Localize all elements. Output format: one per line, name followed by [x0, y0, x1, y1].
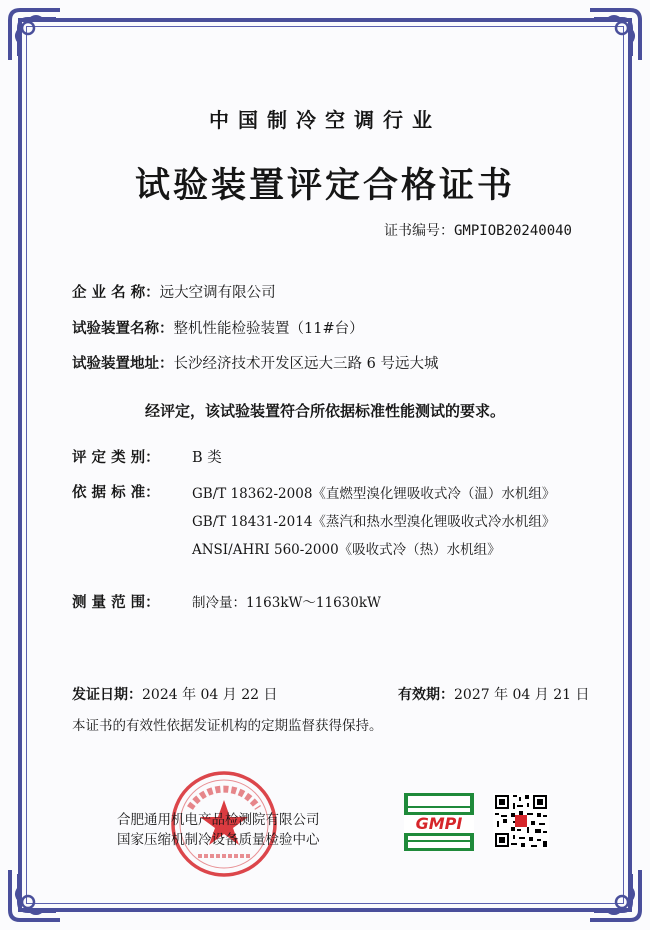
category-row [72, 446, 222, 467]
standards-label-row [72, 481, 160, 502]
qr-code [493, 793, 549, 849]
expiry-date-label: 有效期： [398, 687, 454, 703]
gmpi-logo [404, 793, 474, 851]
certificate-title: 试验装置评定合格证书 [134, 165, 515, 206]
company-label: 企 业 名 称： [72, 284, 160, 301]
category-label: 评 定 类 别： [72, 449, 160, 466]
industry-heading: 中国制冷空调行业 [209, 108, 441, 132]
company-row [72, 281, 276, 302]
validity-note: 本证书的有效性依据发证机构的定期监督获得保持。 [72, 718, 383, 734]
certificate-number-value: GMPIOB20240040 [453, 223, 572, 239]
issue-date-label: 发证日期： [72, 687, 142, 703]
standard-item: ANSI/AHRI 560-2000《吸收式冷（热）水机组》 [192, 542, 501, 558]
issuer-center: 国家压缩机制冷设备质量检验中心 [117, 832, 320, 848]
range-row [72, 591, 381, 612]
category-value: B 类 [192, 450, 222, 466]
expiry-date-value: 2027 年 04 月 21 日 [454, 687, 590, 703]
corner-ornament-bottom-left [6, 866, 64, 924]
certificate-number-label: 证书编号： [383, 223, 454, 239]
address-label: 试验装置地址： [72, 355, 174, 372]
issue-date-value: 2024 年 04 月 22 日 [142, 687, 278, 703]
corner-ornament-top-right [586, 6, 644, 64]
issue-date [72, 684, 278, 704]
company-value: 远大空调有限公司 [159, 285, 276, 301]
standard-item: GB/T 18431-2014《蒸汽和热水型溴化锂吸收式冷水机组》 [192, 514, 556, 530]
conclusion-statement: 经评定，该试验装置符合所依据标准性能测试的要求。 [144, 402, 505, 420]
standards-label: 依 据 标 准： [72, 484, 160, 501]
device-value: 整机性能检验装置（11#台） [173, 321, 364, 337]
gmpi-logo-text: GMPI [415, 814, 463, 833]
address-row [72, 352, 438, 373]
device-label: 试验装置名称： [72, 320, 174, 337]
address-value: 长沙经济技术开发区远大三路 6 号远大城 [173, 356, 439, 372]
range-label: 测 量 范 围： [72, 594, 160, 611]
issuer-name: 合肥通用机电产品检测院有限公司 [117, 812, 320, 828]
standard-item: GB/T 18362-2008《直燃型溴化锂吸收式冷（温）水机组》 [192, 486, 556, 502]
range-value: 制冷量：1163kW～11630kW [192, 595, 381, 611]
expiry-date [398, 684, 590, 704]
corner-ornament-bottom-right [586, 866, 644, 924]
corner-ornament-top-left [6, 6, 64, 64]
certificate-number [384, 220, 572, 240]
device-row [72, 317, 364, 338]
